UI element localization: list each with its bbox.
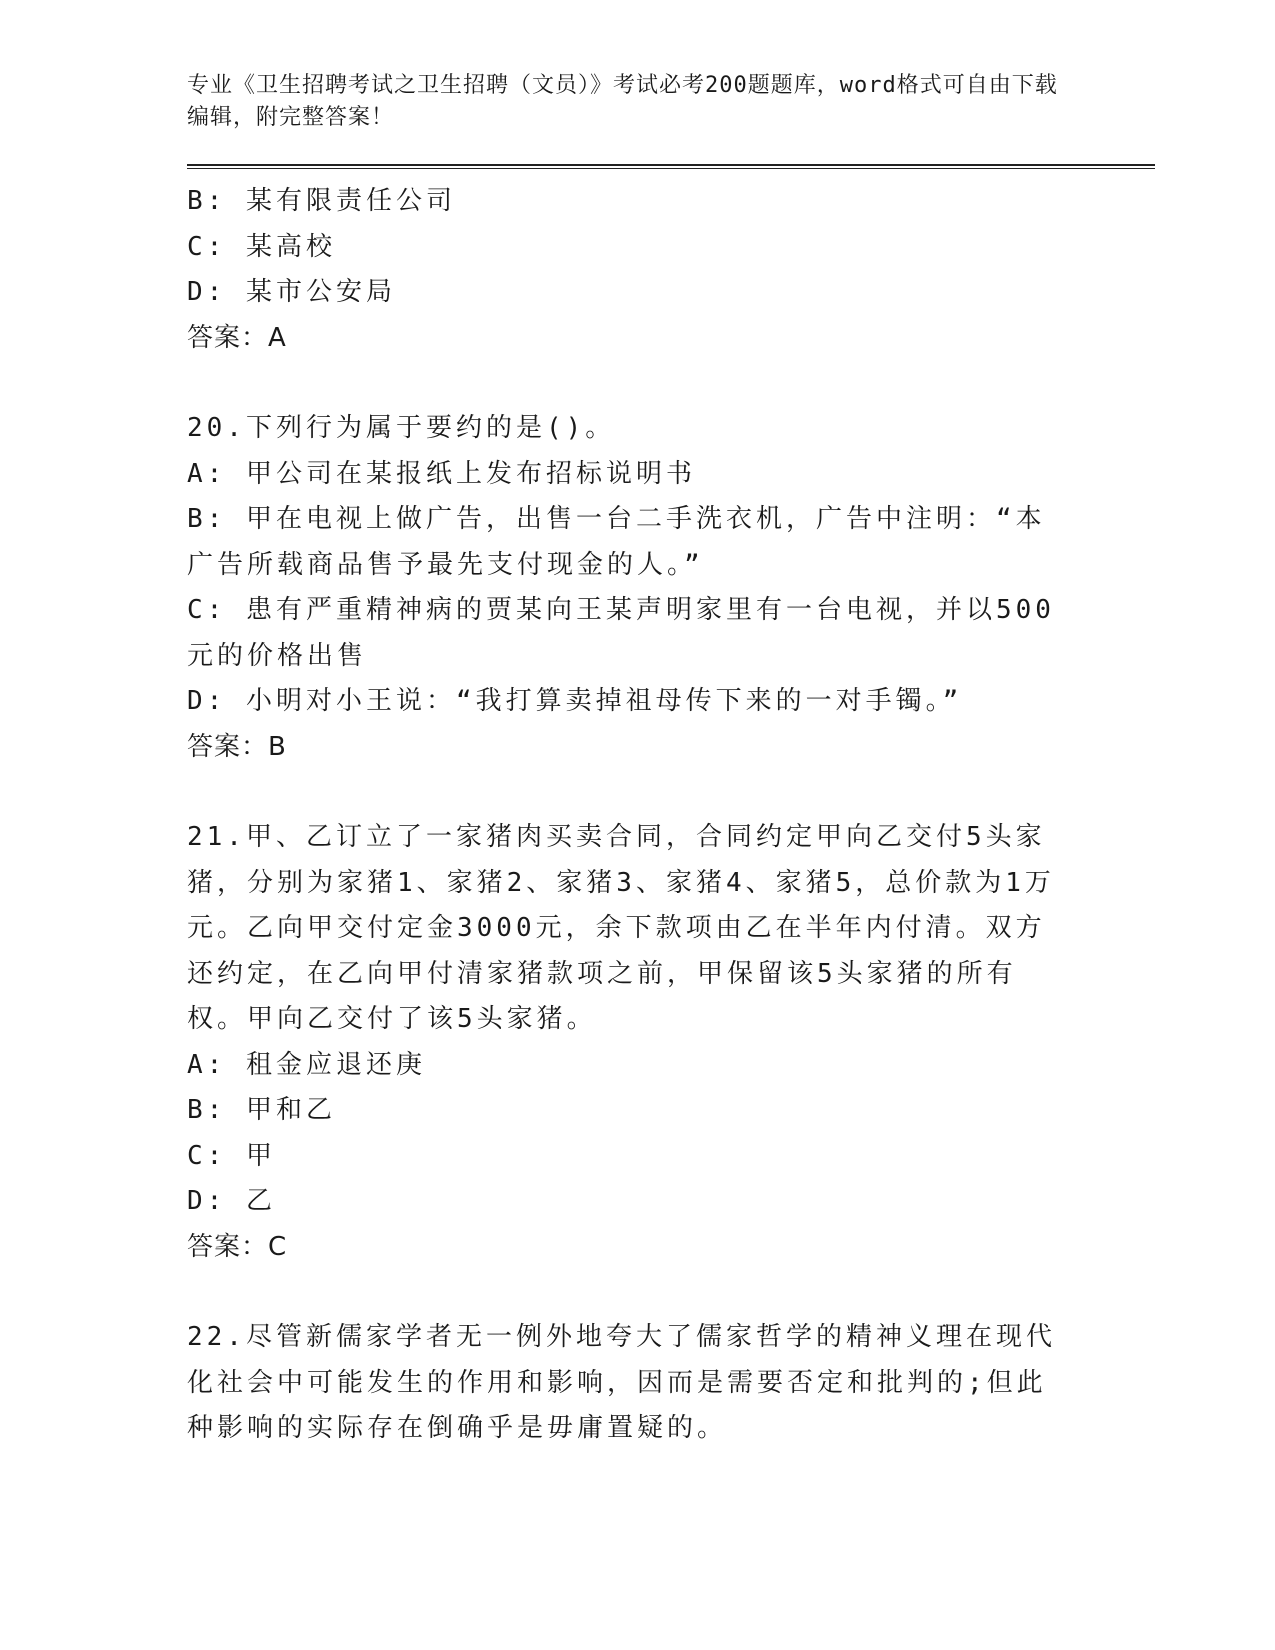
option-a: A: 租金应退还庚	[187, 1049, 426, 1080]
document-body	[187, 179, 1067, 1452]
answer-line: 答案：C	[187, 1231, 288, 1262]
question-stem: 21.甲、乙订立了一家猪肉买卖合同，合同约定甲向乙交付5头家猪，分别为家猪1、家猪2、家猪3、家猪4、家猪5，总价款为1万元。乙向甲交付定金3000元，余下款项由乙在半年内付清。双方还约定，在乙向甲付清家猪款项之前，甲保留该5头家猪的所有权。甲向乙交付了该5头家猪。	[187, 822, 1055, 1034]
option-d: D: 乙	[187, 1186, 276, 1216]
option-b: B: 某有限责任公司	[187, 186, 456, 216]
option-c: C: 某高校	[187, 231, 336, 262]
answer-line: 答案：B	[187, 731, 287, 762]
option-d: D: 小明对小王说：“我打算卖掉祖母传下来的一对手镯。”	[187, 686, 963, 716]
question-block-20	[187, 406, 1067, 770]
answer-line: 答案：A	[187, 322, 287, 353]
option-b: B: 甲在电视上做广告，出售一台二手洗衣机，广告中注明：“本广告所载商品售予最先支付现金的人。”	[187, 504, 1046, 580]
question-block-21	[187, 815, 1067, 1270]
option-a: A: 甲公司在某报纸上发布招标说明书	[187, 458, 696, 489]
question-block-22	[187, 1315, 1067, 1452]
question-stem: 20.下列行为属于要约的是()。	[187, 413, 616, 443]
option-b: B: 甲和乙	[187, 1095, 336, 1125]
header-divider	[187, 164, 1155, 169]
option-c: C: 患有严重精神病的贾某向王某声明家里有一台电视，并以500元的价格出售	[187, 595, 1055, 671]
option-d: D: 某市公安局	[187, 277, 396, 307]
question-block-19	[187, 179, 1067, 361]
document-header: 专业《卫生招聘考试之卫生招聘（文员）》考试必考200题题库，word格式可自由下载编辑，附完整答案！	[187, 73, 1058, 130]
option-c: C: 甲	[187, 1140, 276, 1171]
question-stem: 22.尽管新儒家学者无一例外地夸大了儒家哲学的精神义理在现代化社会中可能发生的作用和影响，因而是需要否定和批判的;但此种影响的实际存在倒确乎是毋庸置疑的。	[187, 1322, 1056, 1443]
document-page	[187, 70, 1155, 1452]
